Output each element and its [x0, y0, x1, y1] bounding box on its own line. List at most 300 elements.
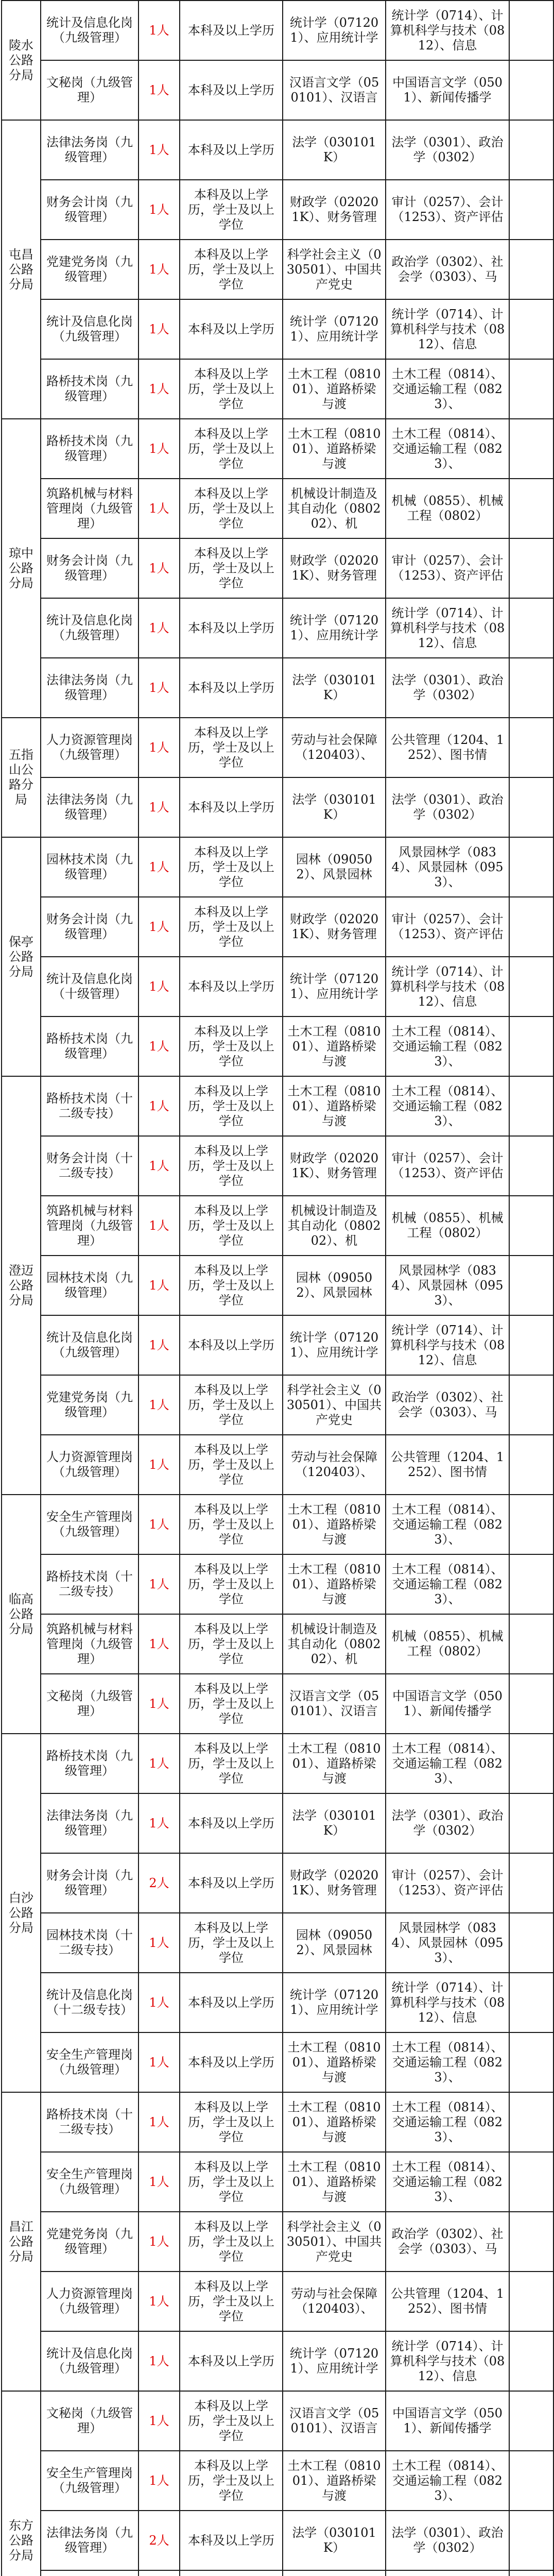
- undergrad-major: [283, 1, 386, 60]
- position-name-text: 法律法务岗（九级管理）: [46, 135, 133, 164]
- undergrad-major-text: 劳动与社会保障（120403）、: [291, 1450, 377, 1479]
- education-requirement: [180, 1853, 283, 1913]
- hiring-count: [138, 1256, 180, 1315]
- table-row: [2, 180, 553, 240]
- position-name-text: 财务会计岗（十二级专技）: [46, 1151, 133, 1180]
- graduate-major: [386, 2212, 509, 2272]
- remarks-cell: [509, 1674, 553, 1734]
- graduate-major-text: 中国语言文学（0501）、新闻传播学: [392, 1689, 503, 1718]
- undergrad-major: [283, 1315, 386, 1375]
- graduate-major-text: 风景园林学（0834）、风景园林（0953）、: [391, 1920, 504, 1965]
- remarks-cell: [509, 2272, 553, 2331]
- position-name: [41, 538, 138, 598]
- graduate-major: [386, 598, 509, 658]
- position-name: [41, 1793, 138, 1853]
- graduate-major: [386, 2092, 509, 2152]
- graduate-major-text: 法学（0301）、政治学（0302）: [391, 2526, 504, 2555]
- education-requirement: [180, 598, 283, 658]
- unit-name: 屯昌公路分局: [2, 120, 41, 419]
- graduate-major: [386, 2331, 509, 2391]
- position-name: [41, 1315, 138, 1375]
- education-requirement-text: 本科及以上学历，学士及以上学位: [188, 187, 274, 232]
- position-name-text: 路桥技术岗（十二级专技）: [46, 2107, 133, 2137]
- undergrad-major: [283, 1734, 386, 1793]
- remarks-cell: [509, 837, 553, 897]
- position-name-text: 统计及信息化岗（九级管理）: [46, 1330, 133, 1360]
- hiring-count-text: 1人: [149, 142, 169, 157]
- undergrad-major-text: 统计学（071201）、应用统计学: [289, 314, 379, 344]
- graduate-major: [386, 120, 509, 180]
- hiring-count-text: 1人: [149, 1636, 169, 1651]
- remarks-cell: [509, 2391, 553, 2451]
- education-requirement: [180, 299, 283, 359]
- hiring-count: [138, 538, 180, 598]
- recruitment-table: [1, 0, 554, 2576]
- table-row: [2, 1315, 553, 1375]
- education-requirement-text: 本科及以上学历，学士及以上学位: [188, 546, 274, 590]
- undergrad-major-text: 土木工程（081001）、道路桥梁与渡: [287, 426, 381, 471]
- graduate-major: [386, 1076, 509, 1136]
- position-name: [41, 180, 138, 240]
- unit-name: 临高公路分局: [2, 1495, 41, 1734]
- graduate-major-text: 统计学（0714）、计算机科学与技术（0812）、信息: [390, 2338, 505, 2383]
- undergrad-major: [283, 1554, 386, 1614]
- table-row: [2, 1136, 553, 1196]
- remarks-cell: [509, 1913, 553, 1973]
- table-row: [2, 1554, 553, 1614]
- undergrad-major: [283, 2152, 386, 2212]
- position-name-text: 党建党务岗（九级管理）: [46, 2227, 133, 2256]
- hiring-count: [138, 2032, 180, 2092]
- graduate-major: [386, 1614, 509, 1674]
- graduate-major: [386, 1136, 509, 1196]
- position-name-text: 安全生产管理岗（九级管理）: [46, 1510, 133, 1539]
- position-name-text: 财务会计岗（九级管理）: [46, 912, 133, 941]
- position-name: [41, 2331, 138, 2391]
- undergrad-major: [283, 837, 386, 897]
- unit-name: 五指山公路分局: [2, 718, 41, 837]
- remarks-cell: [509, 180, 553, 240]
- table-row: [2, 120, 553, 180]
- remarks-cell: [509, 777, 553, 837]
- education-requirement-text: 本科及以上学历，学士及以上学位: [188, 2219, 274, 2264]
- education-requirement-text: 本科及以上学历，学士及以上学位: [188, 2279, 274, 2324]
- undergrad-major-text: 土木工程（081001）、道路桥梁与渡: [287, 1741, 381, 1786]
- undergrad-major-text: 统计学（071201）、应用统计学: [289, 613, 379, 642]
- graduate-major: [386, 299, 509, 359]
- table-row: [2, 538, 553, 598]
- graduate-major: [386, 538, 509, 598]
- remarks-cell: [509, 2032, 553, 2092]
- graduate-major: [386, 1853, 509, 1913]
- education-requirement: [180, 1315, 283, 1375]
- graduate-major-text: 审计（0257）、会计（1253）、资产评估: [391, 1868, 504, 1897]
- education-requirement: [180, 1554, 283, 1614]
- graduate-major-text: 土木工程（0814）、交通运输工程（0823）、: [391, 1024, 504, 1069]
- hiring-count: [138, 1973, 180, 2032]
- education-requirement-text: 本科及以上学历，学士及以上学位: [188, 1442, 274, 1487]
- undergrad-major: [283, 598, 386, 658]
- hiring-count-text: 2人: [149, 2533, 169, 2548]
- hiring-count: [138, 419, 180, 479]
- hiring-count: [138, 1196, 180, 1256]
- education-requirement: [180, 2391, 283, 2451]
- undergrad-major-text: 科学社会主义（030501）、中国共产党史: [286, 2219, 382, 2264]
- position-name: [41, 299, 138, 359]
- graduate-major: [386, 1375, 509, 1435]
- education-requirement-text: 本科及以上学历，学士及以上学位: [188, 844, 274, 889]
- position-name: [41, 777, 138, 837]
- education-requirement: [180, 120, 283, 180]
- hiring-count: [138, 777, 180, 837]
- undergrad-major-text: 土木工程（081001）、道路桥梁与渡: [287, 2159, 381, 2204]
- hiring-count: [138, 2511, 180, 2570]
- hiring-count-text: 1人: [149, 2353, 169, 2368]
- table-row: [2, 1973, 553, 2032]
- hiring-count-text: 1人: [149, 1218, 169, 1233]
- undergrad-major: [283, 419, 386, 479]
- table-row: [2, 2570, 553, 2576]
- hiring-count: [138, 1495, 180, 1554]
- position-name: [41, 1256, 138, 1315]
- education-requirement-text: 本科及以上学历，学士及以上学位: [188, 2458, 274, 2503]
- hiring-count: [138, 1853, 180, 1913]
- position-name: [41, 1435, 138, 1495]
- education-requirement-text: 本科及以上学历: [188, 800, 274, 815]
- education-requirement-text: 本科及以上学历: [188, 82, 274, 97]
- graduate-major-text: 统计学（0714）、计算机科学与技术（0812）、信息: [390, 8, 505, 53]
- graduate-major-text: 政治学（0302）、社会学（0303）、马: [391, 1390, 504, 1419]
- education-requirement-text: 本科及以上学历: [188, 321, 274, 336]
- position-name-text: 人力资源管理岗（九级管理）: [46, 2286, 133, 2316]
- graduate-major: [386, 1973, 509, 2032]
- undergrad-major: [283, 1016, 386, 1076]
- graduate-major-text: 土木工程（0814）、交通运输工程（0823）、: [391, 2458, 504, 2503]
- table-row: [2, 1196, 553, 1256]
- education-requirement: [180, 1495, 283, 1554]
- graduate-major: [386, 1734, 509, 1793]
- education-requirement: [180, 658, 283, 718]
- hiring-count-text: 1人: [149, 1098, 169, 1113]
- remarks-cell: [509, 1315, 553, 1375]
- undergrad-major-text: 财政学（020201K）、财务管理: [289, 1151, 379, 1180]
- undergrad-major: [283, 1375, 386, 1435]
- graduate-major: [386, 957, 509, 1016]
- unit-name: 昌江公路分局: [2, 2092, 41, 2391]
- position-name-text: 路桥技术岗（九级管理）: [46, 374, 133, 403]
- position-name-text: 安全生产管理岗（九级管理）: [46, 2466, 133, 2495]
- graduate-major: [386, 837, 509, 897]
- education-requirement: [180, 1076, 283, 1136]
- undergrad-major: [283, 957, 386, 1016]
- position-name-text: 路桥技术岗（十二级专技）: [46, 1091, 133, 1121]
- graduate-major-text: 土木工程（0814）、交通运输工程（0823）、: [391, 366, 504, 411]
- undergrad-major: [283, 1853, 386, 1913]
- undergrad-major: [283, 479, 386, 538]
- table-row: [2, 2152, 553, 2212]
- position-name-text: 党建党务岗（九级管理）: [46, 1390, 133, 1419]
- table-row: [2, 2331, 553, 2391]
- undergrad-major: [283, 1076, 386, 1136]
- hiring-count-text: 1人: [149, 2174, 169, 2189]
- remarks-cell: [509, 1016, 553, 1076]
- position-name-text: 路桥技术岗（九级管理）: [46, 434, 133, 463]
- hiring-count-text: 1人: [149, 202, 169, 217]
- position-name: [41, 2152, 138, 2212]
- education-requirement: [180, 419, 283, 479]
- hiring-count-text: 1人: [149, 979, 169, 994]
- table-row: [2, 718, 553, 777]
- graduate-major-text: 统计学（0714）、计算机科学与技术（0812）、信息: [390, 1980, 505, 2025]
- remarks-cell: [509, 479, 553, 538]
- position-name-text: 园林技术岗（九级管理）: [46, 852, 133, 882]
- hiring-count: [138, 2152, 180, 2212]
- table-row: [2, 1375, 553, 1435]
- education-requirement: [180, 2032, 283, 2092]
- hiring-count: [138, 658, 180, 718]
- graduate-major: [386, 1793, 509, 1853]
- position-name: [41, 1196, 138, 1256]
- remarks-cell: [509, 2451, 553, 2511]
- table-row: [2, 777, 553, 837]
- table-row: [2, 2451, 553, 2511]
- hiring-count: [138, 359, 180, 419]
- undergrad-major-text: 劳动与社会保障（120403）、: [291, 733, 377, 762]
- education-requirement: [180, 1, 283, 60]
- undergrad-major-text: 土木工程（081001）、道路桥梁与渡: [287, 366, 381, 411]
- undergrad-major: [283, 1913, 386, 1973]
- undergrad-major: [283, 2391, 386, 2451]
- table-row: [2, 1, 553, 60]
- graduate-major: [386, 1016, 509, 1076]
- undergrad-major-text: 机械设计制造及其自动化（080202）、机: [287, 486, 381, 531]
- remarks-cell: [509, 359, 553, 419]
- position-name: [41, 658, 138, 718]
- education-requirement-text: 本科及以上学历: [188, 142, 274, 157]
- position-name: [41, 1554, 138, 1614]
- undergrad-major-text: 统计学（071201）、应用统计学: [289, 1988, 379, 2017]
- table-row: [2, 1495, 553, 1554]
- undergrad-major-text: 劳动与社会保障（120403）、: [291, 2286, 377, 2316]
- graduate-major: [386, 180, 509, 240]
- undergrad-major: [283, 658, 386, 718]
- undergrad-major: [283, 2272, 386, 2331]
- position-name-text: 路桥技术岗（九级管理）: [46, 1749, 133, 1778]
- education-requirement-text: 本科及以上学历，学士及以上学位: [188, 1621, 274, 1666]
- education-requirement-text: 本科及以上学历，学士及以上学位: [188, 1263, 274, 1308]
- position-name: [41, 2092, 138, 2152]
- education-requirement-text: 本科及以上学历: [188, 23, 274, 38]
- position-name: [41, 1853, 138, 1913]
- graduate-major-text: 政治学（0302）、社会学（0303）、马: [391, 2227, 504, 2256]
- table-row: [2, 1734, 553, 1793]
- education-requirement-text: 本科及以上学历: [188, 680, 274, 695]
- undergrad-major-text: 汉语言文学（050101）、汉语言: [289, 75, 379, 105]
- education-requirement-text: 本科及以上学历，学士及以上学位: [188, 725, 274, 770]
- graduate-major-text: 法学（0301）、政治学（0302）: [391, 673, 504, 702]
- graduate-major-text: 土木工程（0814）、交通运输工程（0823）、: [391, 1741, 504, 1786]
- graduate-major: [386, 479, 509, 538]
- table-row: [2, 60, 553, 120]
- graduate-major-text: 风景园林学（0834）、风景园林（0953）、: [391, 1263, 504, 1308]
- graduate-major-text: 法学（0301）、政治学（0302）: [391, 792, 504, 822]
- table-row: [2, 1076, 553, 1136]
- remarks-cell: [509, 1793, 553, 1853]
- position-name: [41, 1136, 138, 1196]
- hiring-count: [138, 1136, 180, 1196]
- undergrad-major-text: 土木工程（081001）、道路桥梁与渡: [287, 1024, 381, 1069]
- hiring-count: [138, 957, 180, 1016]
- undergrad-major: [283, 1256, 386, 1315]
- position-name: [41, 240, 138, 299]
- graduate-major-text: 统计学（0714）、计算机科学与技术（0812）、信息: [390, 605, 505, 650]
- hiring-count-text: 2人: [149, 1875, 169, 1890]
- education-requirement-text: 本科及以上学历: [188, 2533, 274, 2548]
- table-row: [2, 359, 553, 419]
- position-name: [41, 718, 138, 777]
- graduate-major: [386, 2451, 509, 2511]
- graduate-major-text: 公共管理（1204、1252）、图书情: [390, 733, 505, 762]
- graduate-major-text: 土木工程（0814）、交通运输工程（0823）、: [391, 1562, 504, 1606]
- undergrad-major: [283, 2570, 386, 2576]
- graduate-major: [386, 1495, 509, 1554]
- position-name: [41, 1913, 138, 1973]
- graduate-major-text: 审计（0257）、会计（1253）、资产评估: [391, 1151, 504, 1180]
- graduate-major-text: 机械（0855）、机械工程（0802）: [391, 494, 504, 523]
- hiring-count: [138, 479, 180, 538]
- hiring-count: [138, 1913, 180, 1973]
- undergrad-major: [283, 299, 386, 359]
- graduate-major-text: 风景园林学（0834）、风景园林（0953）、: [391, 844, 504, 889]
- position-name: [41, 1674, 138, 1734]
- undergrad-major-text: 机械设计制造及其自动化（080202）、机: [287, 1203, 381, 1248]
- education-requirement: [180, 1256, 283, 1315]
- hiring-count: [138, 1, 180, 60]
- education-requirement: [180, 957, 283, 1016]
- position-name: [41, 1076, 138, 1136]
- remarks-cell: [509, 2570, 553, 2576]
- education-requirement-text: 本科及以上学历，学士及以上学位: [188, 1143, 274, 1188]
- graduate-major-text: 土木工程（0814）、交通运输工程（0823）、: [391, 2159, 504, 2204]
- table-row: [2, 2092, 553, 2152]
- remarks-cell: [509, 538, 553, 598]
- undergrad-major: [283, 538, 386, 598]
- education-requirement: [180, 2331, 283, 2391]
- education-requirement-text: 本科及以上学历，学士及以上学位: [188, 2099, 274, 2144]
- undergrad-major-text: 法学（030101K）: [292, 2526, 376, 2555]
- education-requirement-text: 本科及以上学历: [188, 1816, 274, 1831]
- undergrad-major: [283, 2032, 386, 2092]
- hiring-count-text: 1人: [149, 2234, 169, 2249]
- position-name-text: 统计及信息化岗（九级管理）: [46, 314, 133, 344]
- table-row: [2, 1614, 553, 1674]
- education-requirement-text: 本科及以上学历，学士及以上学位: [188, 1083, 274, 1128]
- undergrad-major-text: 园林（090502）、风景园林: [296, 852, 373, 882]
- remarks-cell: [509, 1076, 553, 1136]
- graduate-major: [386, 359, 509, 419]
- education-requirement: [180, 897, 283, 957]
- position-name: [41, 2391, 138, 2451]
- position-name: [41, 837, 138, 897]
- education-requirement-text: 本科及以上学历，学士及以上学位: [188, 247, 274, 292]
- education-requirement-text: 本科及以上学历，学士及以上学位: [188, 426, 274, 471]
- table-row: [2, 1793, 553, 1853]
- hiring-count: [138, 1734, 180, 1793]
- hiring-count: [138, 180, 180, 240]
- position-name: [41, 2032, 138, 2092]
- position-name: [41, 60, 138, 120]
- table-row: [2, 897, 553, 957]
- table-row: [2, 419, 553, 479]
- hiring-count-text: 1人: [149, 1517, 169, 1532]
- hiring-count-text: 1人: [149, 1337, 169, 1352]
- position-name: [41, 479, 138, 538]
- hiring-count: [138, 897, 180, 957]
- hiring-count: [138, 1375, 180, 1435]
- education-requirement: [180, 718, 283, 777]
- position-name-text: 法律法务岗（九级管理）: [46, 2526, 133, 2555]
- position-name-text: 文秘岗（九级管理）: [46, 75, 133, 105]
- position-name-text: 统计及信息化岗（九级管理）: [46, 2346, 133, 2376]
- hiring-count-text: 1人: [149, 561, 169, 575]
- undergrad-major: [283, 1674, 386, 1734]
- undergrad-major-text: 财政学（020201K）、财务管理: [289, 195, 379, 224]
- graduate-major: [386, 1256, 509, 1315]
- remarks-cell: [509, 299, 553, 359]
- position-name: [41, 2451, 138, 2511]
- hiring-count-text: 1人: [149, 680, 169, 695]
- table-row: [2, 2511, 553, 2570]
- position-name-text: 园林技术岗（九级管理）: [46, 1270, 133, 1300]
- education-requirement: [180, 2092, 283, 2152]
- graduate-major-text: 公共管理（1204、1252）、图书情: [390, 2286, 505, 2316]
- education-requirement-text: 本科及以上学历: [188, 2353, 274, 2368]
- remarks-cell: [509, 2152, 553, 2212]
- table-row: [2, 1853, 553, 1913]
- undergrad-major-text: 土木工程（081001）、道路桥梁与渡: [287, 1502, 381, 1547]
- undergrad-major-text: 汉语言文学（050101）、汉语言: [289, 1689, 379, 1718]
- table-row: [2, 1674, 553, 1734]
- education-requirement: [180, 2272, 283, 2331]
- education-requirement-text: 本科及以上学历，学士及以上学位: [188, 1741, 274, 1786]
- hiring-count: [138, 240, 180, 299]
- undergrad-major: [283, 1793, 386, 1853]
- hiring-count: [138, 60, 180, 120]
- position-name-text: 法律法务岗（九级管理）: [46, 1808, 133, 1838]
- education-requirement-text: 本科及以上学历: [188, 1995, 274, 2010]
- hiring-count: [138, 2331, 180, 2391]
- undergrad-major-text: 土木工程（081001）、道路桥梁与渡: [287, 2040, 381, 2084]
- undergrad-major-text: 法学（030101K）: [292, 135, 376, 164]
- education-requirement-text: 本科及以上学历，学士及以上学位: [188, 2398, 274, 2443]
- undergrad-major-text: 统计学（071201）、应用统计学: [289, 2346, 379, 2376]
- remarks-cell: [509, 897, 553, 957]
- undergrad-major: [283, 180, 386, 240]
- undergrad-major-text: 土木工程（081001）、道路桥梁与渡: [287, 1083, 381, 1128]
- graduate-major: [386, 60, 509, 120]
- hiring-count-text: 1人: [149, 1995, 169, 2010]
- undergrad-major-text: 园林（090502）、风景园林: [296, 1270, 373, 1300]
- position-name-text: 法律法务岗（九级管理）: [46, 673, 133, 702]
- education-requirement-text: 本科及以上学历，学士及以上学位: [188, 904, 274, 949]
- position-name: [41, 1016, 138, 1076]
- graduate-major: [386, 777, 509, 837]
- position-name: [41, 1614, 138, 1674]
- undergrad-major-text: 法学（030101K）: [292, 1808, 376, 1838]
- education-requirement: [180, 1973, 283, 2032]
- table-row: [2, 957, 553, 1016]
- education-requirement-text: 本科及以上学历: [188, 1875, 274, 1890]
